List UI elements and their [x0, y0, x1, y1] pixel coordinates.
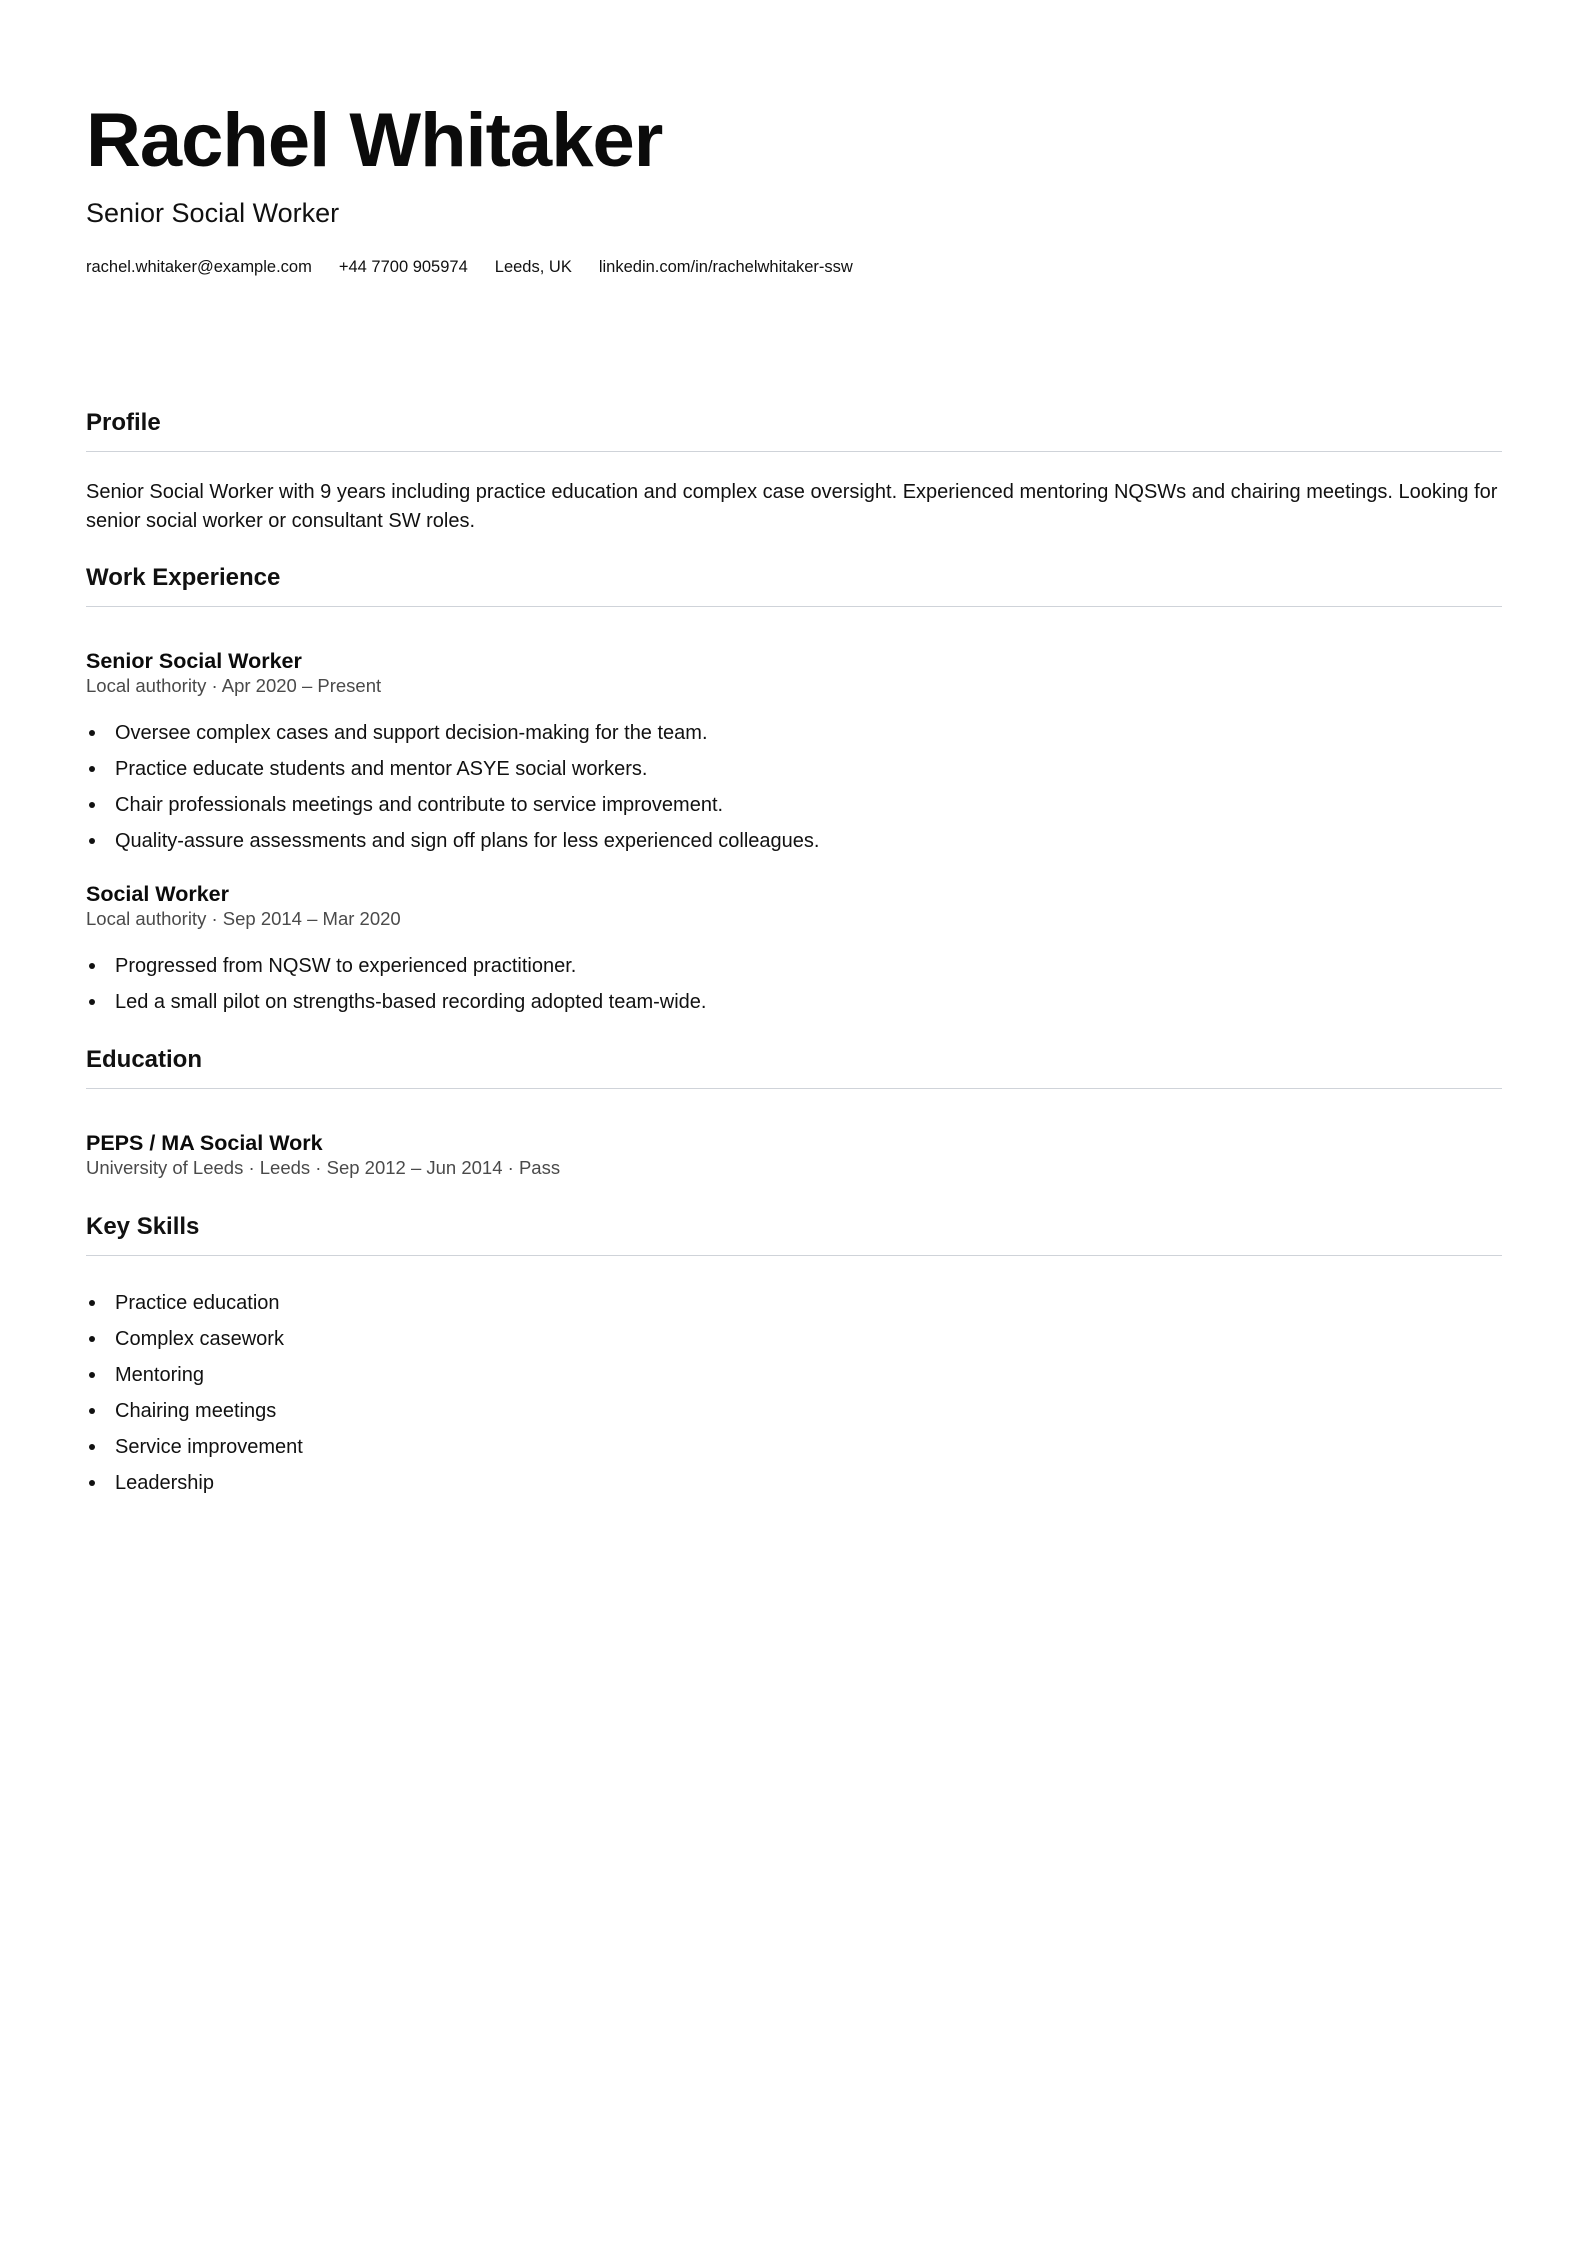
candidate-title: Senior Social Worker — [86, 198, 340, 228]
list-item: Chairing meetings — [86, 1393, 1502, 1429]
list-item: Chair professionals meetings and contribute to service improvement. — [86, 787, 1502, 823]
bullet-icon — [89, 1408, 95, 1414]
list-item: Quality-assure assessments and sign off plans for less experienced colleagues. — [86, 823, 1502, 859]
section-divider — [86, 1255, 1502, 1256]
list-item: Service improvement — [86, 1429, 1502, 1465]
bullet-icon — [89, 1444, 95, 1450]
list-item: Practice education — [86, 1285, 1502, 1321]
section-divider — [86, 1088, 1502, 1089]
bullet-icon — [89, 838, 95, 844]
bullet-icon — [89, 963, 95, 969]
contact-phone[interactable]: +44 7700 905974 — [338, 258, 468, 276]
job-bullets — [86, 948, 1502, 1020]
job-meta: Local authority · Sep 2014 – Mar 2020 — [86, 908, 401, 929]
list-item: Progressed from NQSW to experienced practitioner. — [86, 948, 1502, 984]
job-meta: Local authority · Apr 2020 – Present — [86, 675, 382, 696]
section-divider — [86, 606, 1502, 607]
section-divider — [86, 451, 1502, 452]
section-heading-skills: Key Skills — [86, 1213, 200, 1240]
section-heading-education: Education — [86, 1046, 203, 1073]
list-item: Oversee complex cases and support decision-making for the team. — [86, 715, 1502, 751]
list-item: Led a small pilot on strengths-based recording adopted team-wide. — [86, 984, 1502, 1020]
section-heading-experience: Work Experience — [86, 564, 281, 591]
list-item: Complex casework — [86, 1321, 1502, 1357]
list-item: Leadership — [86, 1465, 1502, 1501]
job-title: Senior Social Worker — [86, 649, 302, 673]
section-heading-profile: Profile — [86, 409, 161, 436]
education-meta: University of Leeds · Leeds · Sep 2012 – Jun 2014 · Pass — [86, 1157, 561, 1178]
job-title: Social Worker — [86, 882, 229, 906]
contact-linkedin[interactable]: linkedin.com/in/rachelwhitaker-ssw — [598, 258, 853, 276]
list-item: Practice educate students and mentor ASYE social workers. — [86, 751, 1502, 787]
bullet-icon — [89, 730, 95, 736]
profile-summary: Senior Social Worker with 9 years including practice education and complex case oversight. Experienced mentoring NQSWs and chairing meetings. Looking for senior social worker or consultant SW roles. — [86, 481, 1498, 532]
list-item: Mentoring — [86, 1357, 1502, 1393]
bullet-icon — [89, 802, 95, 808]
bullet-icon — [89, 1300, 95, 1306]
bullet-icon — [89, 1372, 95, 1378]
job-bullets — [86, 715, 1502, 859]
bullet-icon — [89, 999, 95, 1005]
contact-location: Leeds, UK — [494, 258, 572, 276]
bullet-icon — [89, 1480, 95, 1486]
contact-email[interactable]: rachel.whitaker@example.com — [86, 258, 312, 276]
contact-bar — [86, 256, 853, 278]
bullet-icon — [89, 1336, 95, 1342]
candidate-name: Rachel Whitaker — [86, 98, 663, 183]
education-degree: PEPS / MA Social Work — [86, 1131, 323, 1155]
skills-list — [86, 1285, 1502, 1501]
bullet-icon — [89, 766, 95, 772]
